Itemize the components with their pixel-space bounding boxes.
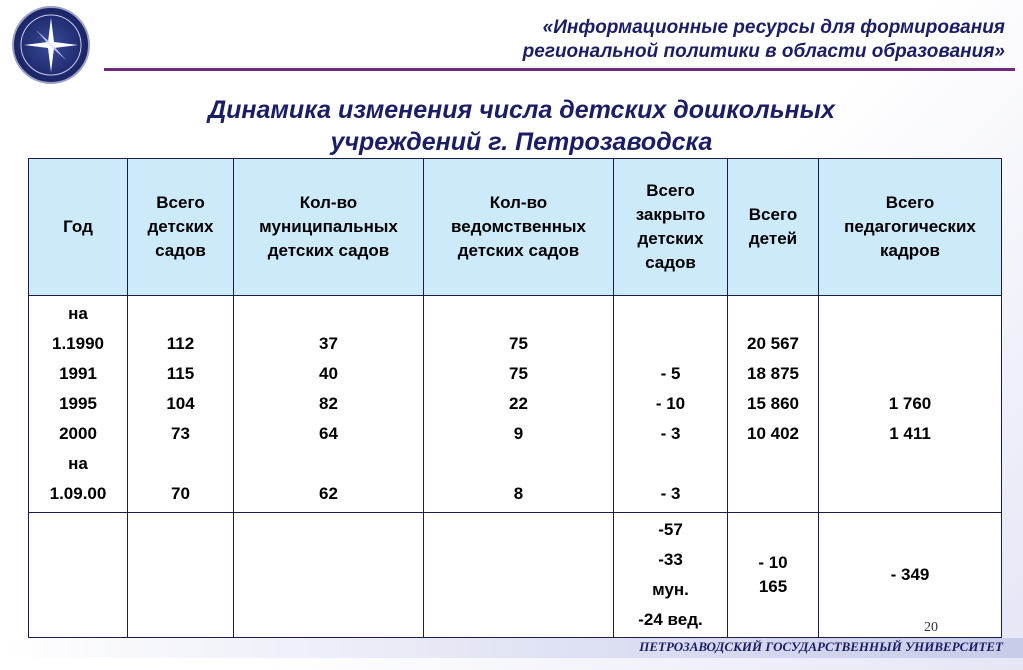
header-closed: Всего закрыто детских садов [614,159,728,296]
slide-title-line-2: учреждений г. Петрозаводска [330,128,713,156]
header-municipal: Кол-во муниципальных детских садов [234,159,424,296]
children-cell: 20 567 18 875 15 860 10 402 [728,296,819,513]
presentation-header [523,16,1005,64]
staff-change-cell: - 349 [819,513,1002,638]
children-change-cell: - 10 165 [728,513,819,638]
slide-title-line-1: Динамика изменения числа детских дошкольных [208,96,835,124]
municipal-cell: 37 40 82 64 62 [234,296,424,513]
header-divider [104,68,1015,71]
header-staff: Всего педагогических кадров [819,159,1002,296]
header-line-1: «Информационные ресурсы для формирования [542,17,1005,38]
table-row [29,513,1002,638]
header-departmental: Кол-во ведомственных детских садов [424,159,614,296]
header-line-2: региональной политики в области образования» [522,41,1005,62]
header-year: Год [29,159,128,296]
departmental-cell: 75 75 22 9 8 [424,296,614,513]
total-cell: 112 115 104 73 70 [128,296,234,513]
table-header-row [29,159,1002,296]
table-row [29,296,1002,513]
slide-title [0,94,1023,158]
empty-cell [234,513,424,638]
page-number: 20 [924,620,938,635]
footer-university-name: ПЕТРОЗАВОДСКИЙ ГОСУДАРСТВЕННЫЙ УНИВЕРСИТЕТ [639,639,1003,654]
staff-cell: 1 760 1 411 [819,296,1002,513]
header-total-kindergartens: Всего детских садов [128,159,234,296]
empty-cell [128,513,234,638]
year-cell: на 1.1990 1991 1995 2000 на 1.09.00 [29,296,128,513]
star-emblem-icon [14,8,88,82]
header-children: Всего детей [728,159,819,296]
empty-cell [424,513,614,638]
kindergarten-table [28,158,1002,638]
university-seal-logo [12,6,90,84]
empty-cell [29,513,128,638]
closed-change-cell: -57 -33 мун. -24 вед. [614,513,728,638]
closed-cell: - 5 - 10 - 3 - 3 [614,296,728,513]
